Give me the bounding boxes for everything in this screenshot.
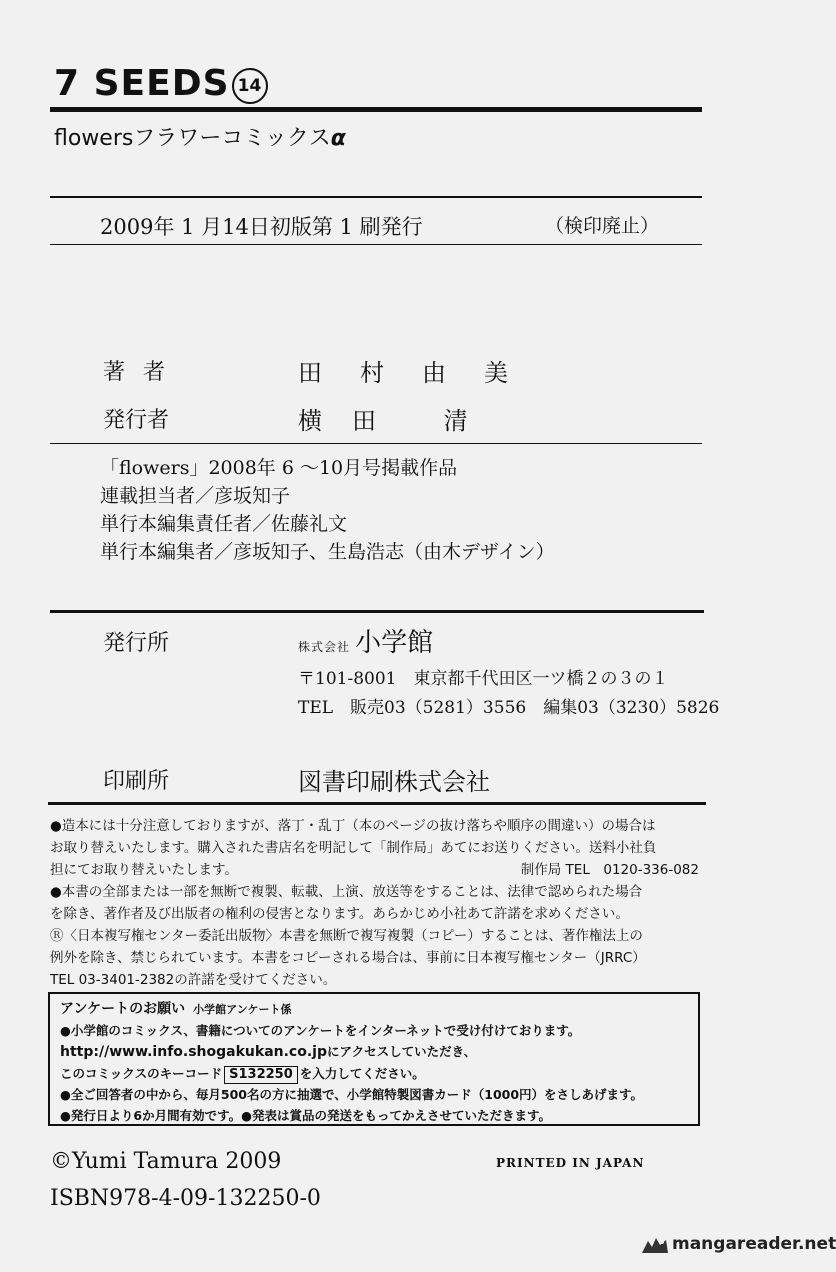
legal-notice (50, 815, 705, 991)
imprint-alpha: α (330, 126, 346, 151)
title-rule (50, 107, 702, 112)
credit-line: 連載担当者／彦坂知子 (100, 485, 291, 507)
publisher-company-name: 小学館 (355, 628, 434, 658)
imprint-label (54, 124, 346, 154)
notice-line-with-contact (50, 859, 705, 881)
watermark-text: mangareader.net (672, 1234, 836, 1254)
printer-name: 図書印刷株式会社 (298, 768, 490, 796)
survey-line: ●発行日より6か月間有効です。●発表は賞品の発送をもってかえさせていただきます。 (60, 1108, 552, 1123)
credit-line: 「flowers」2008年 6 〜10月号掲載作品 (100, 457, 458, 479)
survey-url-line (60, 1041, 688, 1063)
survey-line: ●全ご回答者の中から、毎月500名の方に抽選で、小学館特製図書カード（1000円）をさしあげます。 (60, 1087, 644, 1102)
notice-line: お取り替えいたします。購入された書店名を明記して「制作局」あてにお送りください。送料小社負 (50, 840, 657, 856)
survey-key-code: S132250 (224, 1066, 298, 1084)
publisher-company (298, 622, 433, 659)
notice-line: ●造本には十分注意しておりますが、落丁・乱丁（本のページの抜け落ちや順序の間違い）の場合は (50, 818, 656, 834)
notice-line: 例外を除き、禁じられています。本書をコピーされる場合は、事前に日本複写権センター（JRRC） (50, 950, 646, 966)
printed-in-japan: PRINTED IN JAPAN (496, 1156, 645, 1170)
survey-code-line (60, 1063, 688, 1084)
production-contact: 制作局 TEL 0120-336-082 (520, 862, 699, 878)
survey-header (60, 999, 688, 1020)
survey-code-prefix: このコミックスのキーコード (60, 1066, 223, 1081)
people-rule (50, 443, 702, 444)
notice-line: 担にてお取り替えいたします。 (50, 862, 238, 878)
author-label: 著者 (103, 360, 184, 385)
publication-date: 2009年 1 月14日初版第 1 刷発行 (100, 215, 423, 239)
isbn: ISBN978-4-09-132250-0 (50, 1186, 321, 1211)
publisher-company-label: 発行所 (103, 631, 170, 656)
survey-box (48, 992, 700, 1126)
book-title (54, 64, 268, 104)
publisher-person-name: 横田 清 (298, 407, 498, 435)
printer-label: 印刷所 (103, 769, 170, 794)
credit-line: 単行本編集責任者／佐藤礼文 (100, 513, 348, 535)
imprint-rule (50, 196, 702, 198)
survey-title: アンケートのお願い (60, 1001, 186, 1017)
notice-line: TEL 03-3401-2382の許諾を受けてください。 (50, 972, 337, 988)
credits-rule (50, 610, 704, 613)
survey-url-suffix: にアクセスしていただき、 (326, 1044, 477, 1059)
survey-code-suffix: を入力してください。 (299, 1066, 425, 1081)
notice-line: ●本書の全部または一部を無断で複製、転載、上演、放送等をすることは、法律で認められた場合 (50, 884, 643, 900)
publisher-address: 〒101-8001 東京都千代田区一ツ橋２の３の１ (298, 669, 669, 689)
notice-line: Ⓡ〈日本複写権センター委託出版物〉本書を無断で複写複製（コピー）することは、著作権法上の (50, 928, 643, 944)
survey-line: ●小学館のコミックス、書籍についてのアンケートをインターネットで受け付けております。 (60, 1023, 581, 1038)
notice-line: を除き、著作者及び出版者の権利の侵害となります。あらかじめ小社あて許諾を求めください。 (50, 906, 629, 922)
printer-rule (48, 802, 706, 805)
copyright: ©Yumi Tamura 2009 (50, 1149, 282, 1174)
survey-dept: 小学館アンケート係 (193, 1003, 292, 1016)
credit-line: 単行本編集者／彦坂知子、生島浩志（由木デザイン） (100, 541, 555, 563)
publisher-person-label: 発行者 (103, 408, 170, 433)
watermark (640, 1234, 836, 1257)
watermark-logo-icon (640, 1235, 670, 1257)
publisher-tel: TEL 販売03（5281）3556 編集03（3230）5826 (298, 698, 720, 718)
survey-url[interactable]: http://www.info.shogakukan.co.jp (60, 1044, 327, 1060)
date-rule (50, 244, 702, 245)
author-name: 田村由美 (298, 359, 546, 387)
corp-prefix: 株式会社 (298, 640, 351, 654)
stamp-note: （検印廃止） (545, 215, 660, 237)
volume-number: 14 (232, 68, 268, 104)
title-text: 7 SEEDS (54, 63, 230, 104)
imprint-text: flowersフラワーコミックス (54, 126, 331, 151)
